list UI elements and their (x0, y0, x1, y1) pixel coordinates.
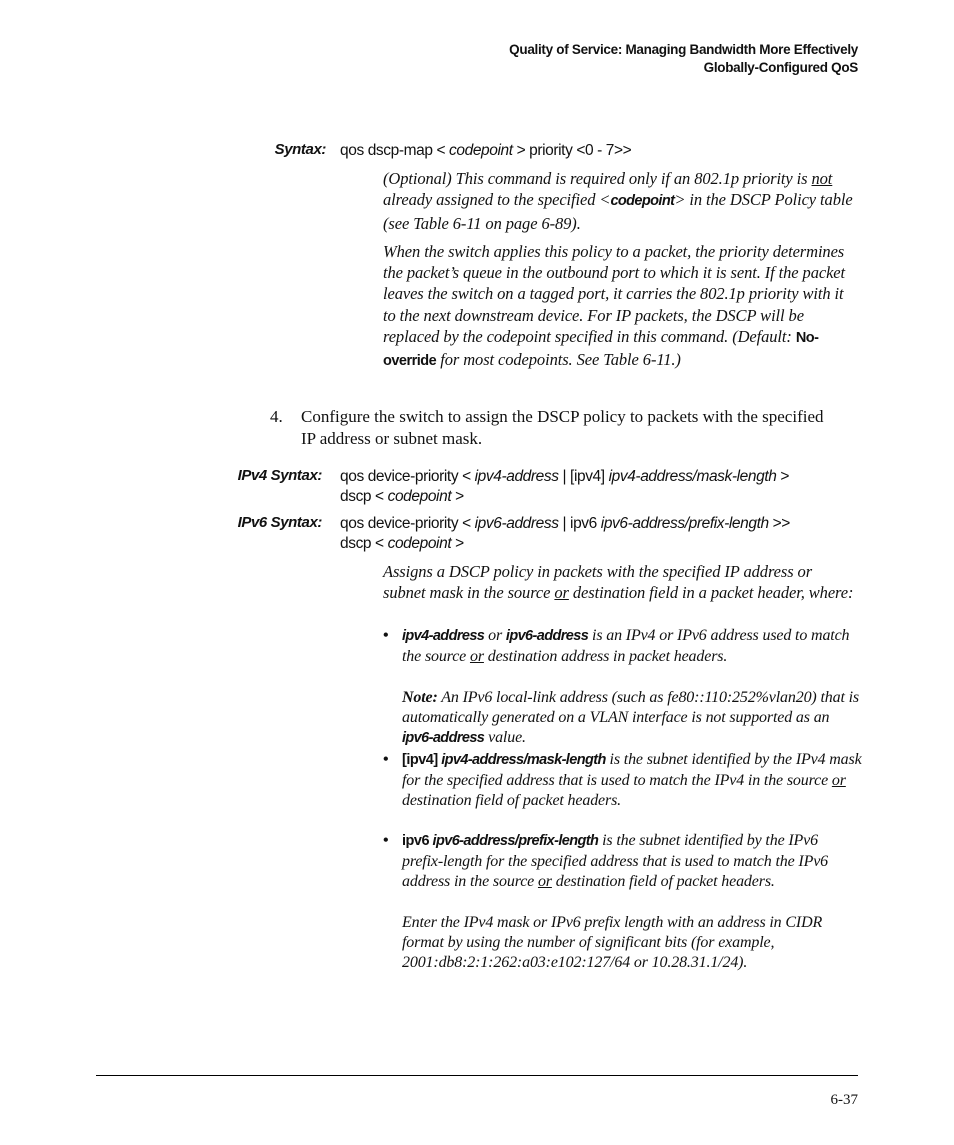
syntax-label: Syntax: (274, 141, 326, 158)
text: destination field of packet headers. (551, 872, 775, 890)
cidr-instruction: Enter the IPv4 mask or IPv6 prefix length with an address in CIDR format by using the number of significant bits (for example, 2001:db8:2:1:262:a03:e102:127/64 or 10.28.31.1/24). (402, 914, 823, 971)
text: already assigned to the specified < (383, 190, 611, 210)
emphasis-or: or (469, 647, 484, 665)
param: ipv4-address/mask-length (441, 752, 606, 768)
bullet-icon: • (383, 627, 389, 644)
cmd-line (340, 534, 860, 554)
text: value. (484, 728, 526, 746)
ipv4-command (340, 467, 860, 507)
text: destination field in a packet header, where: (568, 583, 854, 603)
description-paragraph (383, 241, 858, 373)
text: (Optional) This command is required only if an 802.1p priority is (383, 169, 812, 188)
cmd-param-codepoint: codepoint (449, 142, 513, 159)
param-codepoint: codepoint (610, 193, 675, 210)
bullet-icon: • (383, 751, 389, 768)
text: is the subnet identified by the IPv6 prefix-length for the specified address that is used to match the IPv6 address in the source (402, 832, 829, 890)
text: for most codepoints. See Table 6-11.) (436, 350, 681, 370)
cmd-text: qos device-priority < (340, 468, 475, 485)
description-paragraph (383, 168, 858, 234)
param: ipv6-address (505, 628, 589, 644)
ipv6-syntax-label: IPv6 Syntax: (237, 514, 322, 531)
bullet-text (402, 831, 862, 891)
bullet-text (402, 750, 862, 810)
page-number: 6-37 (830, 1092, 858, 1108)
bullet-icon: • (383, 832, 389, 849)
ipv4-syntax-label: IPv4 Syntax: (237, 467, 322, 484)
keyword: ipv6 (402, 833, 433, 849)
emphasis-or: or (831, 771, 846, 789)
text: is an IPv4 or IPv6 address used to match the source (402, 627, 850, 665)
bullet-text (402, 626, 862, 667)
note (402, 688, 862, 748)
cmd-text: > (451, 535, 464, 552)
text: Assigns a DSCP policy in packets with the specified IP address or subnet mask in the source (383, 562, 813, 603)
cmd-param: ipv6-address/prefix-length (600, 515, 769, 532)
cmd-param: codepoint (387, 535, 452, 552)
cmd-text: qos dscp-map < (340, 142, 450, 159)
emphasis-or: or (537, 872, 552, 890)
default-value: No-override (383, 330, 819, 370)
param: ipv6-address/prefix-length (432, 833, 599, 849)
device-priority-description (383, 561, 858, 604)
param: ipv4-address (402, 628, 485, 644)
cmd-text: > (776, 468, 790, 485)
header-title: Quality of Service: Managing Bandwidth More Effectively (509, 42, 858, 57)
header-subtitle: Globally-Configured QoS (703, 60, 858, 75)
cmd-text: | ipv6 (558, 515, 601, 532)
cmd-text: | [ipv4] (558, 468, 609, 485)
emphasis-not: not (811, 169, 833, 188)
cmd-line (340, 467, 860, 487)
text: When the switch applies this policy to a packet, the priority determines the packet’s queue in the outbound port to which it is sent. If the packet leaves the switch on a tagged port, it carries the 802.1p priority with it to the next downstream device. For IP packets, the DSCP will be replaced by the codepoint specified in this command. (Default: (383, 241, 845, 347)
dscp-map-command (340, 141, 860, 161)
text: An IPv6 local-link address (such as fe80::110:252%vlan20) that is automatically generated on a VLAN interface is not supported as an (402, 689, 859, 726)
cmd-param: ipv4-address (474, 468, 559, 485)
step-number: 4. (270, 407, 283, 426)
dscp-map-description (383, 168, 858, 373)
cmd-param: ipv4-address/mask-length (608, 468, 777, 485)
cmd-text: >> (768, 515, 790, 532)
cmd-text: qos device-priority < (340, 515, 475, 532)
cmd-text: dscp < (340, 535, 388, 552)
text: destination field of packet headers. (402, 791, 621, 809)
emphasis-or: or (554, 583, 569, 603)
param: ipv6-address (402, 729, 485, 746)
text: destination address in packet headers. (483, 647, 728, 665)
cmd-line (340, 487, 860, 507)
cmd-text: > (451, 488, 464, 505)
cmd-param: codepoint (387, 488, 452, 505)
text: or (484, 627, 506, 644)
cmd-line (340, 514, 860, 534)
cmd-text: > priority <0 - 7>> (512, 142, 632, 159)
keyword: [ipv4] (402, 752, 442, 768)
ipv6-command (340, 514, 860, 554)
cmd-text: dscp < (340, 488, 388, 505)
footer-rule (96, 1075, 858, 1076)
running-header (509, 41, 858, 77)
text: > in the DSCP Policy table (see Table 6-11 on page 6-89). (383, 190, 853, 233)
cmd-param: ipv6-address (474, 515, 559, 532)
text: is the subnet identified by the IPv4 mask for the specified address that is used to match the IPv4 in the source (402, 751, 862, 789)
note-label: Note: (402, 689, 438, 706)
step-text: Configure the switch to assign the DSCP policy to packets with the specified IP address or subnet mask. (301, 407, 824, 448)
